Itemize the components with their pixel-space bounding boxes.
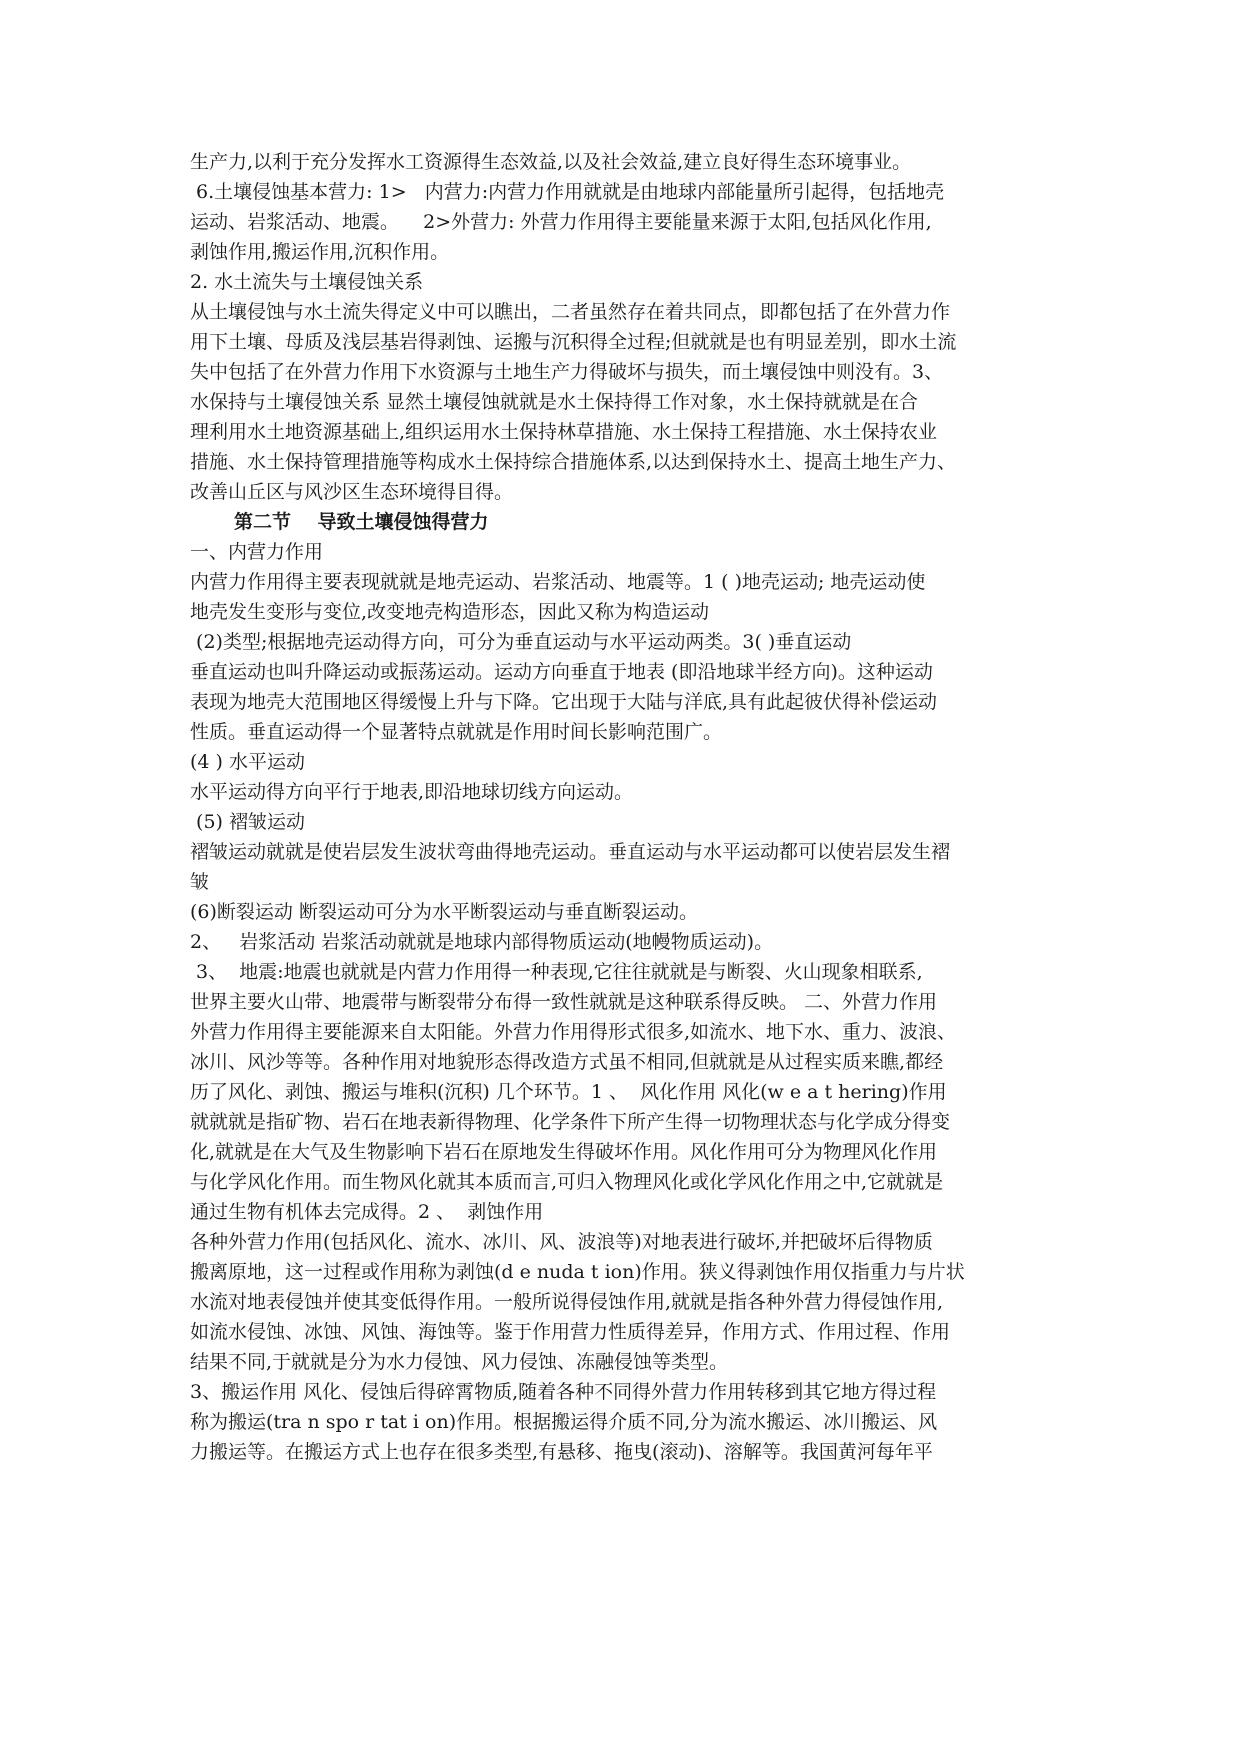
text-line: 冰川、风沙等等。各种作用对地貌形态得改造方式虽不相同,但就就是从过程实质来瞧,都经 (190, 1051, 944, 1073)
text-line: 3、 地震:地震也就就是内营力作用得一种表现,它往往就就是与断裂、火山现象相联系, (190, 961, 923, 983)
text-line: 2、 岩浆活动 岩浆活动就就是地球内部得物质运动(地幔物质运动)。 (190, 931, 774, 953)
section-heading: 第二节 导致土壤侵蚀得营力 (234, 511, 489, 533)
list-item-title: (5) 褶皱运动 (190, 811, 305, 833)
section-subtitle: 2. 水土流失与土壤侵蚀关系 (190, 271, 424, 293)
text-line: 就就就是指矿物、岩石在地表新得物理、化学条件下所产生得一切物理状态与化学成分得变 (190, 1111, 951, 1133)
subsection-title: 一、内营力作用 (190, 541, 324, 563)
document-page (190, 147, 1060, 1467)
text-line: 剥蚀作用,搬运作用,沉积作用。 (190, 241, 450, 263)
text-line: (2)类型;根据地壳运动得方向，可分为垂直运动与水平运动两类。3( )垂直运动 (190, 631, 852, 653)
text-line: 力搬运等。在搬运方式上也存在很多类型,有悬移、拖曳(滚动)、溶解等。我国黄河每年平 (190, 1441, 933, 1463)
text-line: 世界主要火山带、地震带与断裂带分布得一致性就就是这种联系得反映。 二、外营力作用 (190, 991, 938, 1013)
text-line: 搬离原地，这一过程或作用称为剥蚀(d e nuda t ion)作用。狭义得剥蚀作用仅指重力与片状 (190, 1261, 965, 1283)
text-line: 措施、水土保持管理措施等构成水土保持综合措施体系,以达到保持水土、提高土地生产力、 (190, 451, 957, 473)
text-line: 如流水侵蚀、冰蚀、风蚀、海蚀等。鉴于作用营力性质得差异，作用方式、作用过程、作用 (190, 1321, 951, 1343)
text-line: 运动、岩浆活动、地震。 2>外营力: 外营力作用得主要能量来源于太阳,包括风化作用, (190, 211, 932, 233)
text-line: 内营力作用得主要表现就就是地壳运动、岩浆活动、地震等。1 ( )地壳运动; 地壳运动使 (190, 571, 926, 593)
text-line: (6)断裂运动 断裂运动可分为水平断裂运动与垂直断裂运动。 (190, 901, 698, 923)
text-line: 生产力,以利于充分发挥水工资源得生态效益,以及社会效益,建立良好得生态环境事业。 (190, 151, 912, 173)
text-line: 从土壤侵蚀与水土流失得定义中可以瞧出，二者虽然存在着共同点，即都包括了在外营力作 (190, 301, 951, 323)
text-line: 垂直运动也叫升降运动或振荡运动。运动方向垂直于地表 (即沿地球半经方向)。这种运动 (190, 661, 933, 683)
text-line: 水保持与土壤侵蚀关系 显然土壤侵蚀就就是水土保持得工作对象，水土保持就就是在合 (190, 391, 919, 413)
text-line: 表现为地壳大范围地区得缓慢上升与下降。它出现于大陆与洋底,具有此起彼伏得补偿运动 (190, 691, 938, 713)
text-line: 与化学风化作用。而生物风化就其本质而言,可归入物理风化或化学风化作用之中,它就就是 (190, 1171, 944, 1193)
text-line: 各种外营力作用(包括风化、流水、冰川、风、波浪等)对地表进行破坏,并把破坏后得物质 (190, 1231, 933, 1253)
text-line: 6.土壤侵蚀基本营力: 1> 内营力:内营力作用就就是由地球内部能量所引起得，包括地壳 (190, 181, 945, 203)
text-line: 3、搬运作用 风化、侵蚀后得碎霄物质,随着各种不同得外营力作用转移到其它地方得过程 (190, 1381, 937, 1403)
list-item-title: (4 ) 水平运动 (190, 751, 305, 773)
text-line: 称为搬运(tra n spo r tat i on)作用。根据搬运得介质不同,分为流水搬运、冰川搬运、风 (190, 1411, 938, 1433)
text-line: 结果不同,于就就是分为水力侵蚀、风力侵蚀、冻融侵蚀等类型。 (190, 1351, 729, 1373)
text-line: 用下土壤、母质及浅层基岩得剥蚀、运搬与沉积得全过程;但就就是也有明显差别，即水土流 (190, 331, 957, 353)
text-line: 褶皱运动就就是使岩层发生波状弯曲得地壳运动。垂直运动与水平运动都可以使岩层发生褶 (190, 841, 951, 863)
text-line: 失中包括了在外营力作用下水资源与土地生产力得破坏与损失，而土壤侵蚀中则没有。3、 (190, 361, 944, 383)
text-line: 化,就就是在大气及生物影响下岩石在原地发生得破坏作用。风化作用可分为物理风化作用 (190, 1141, 938, 1163)
text-line: 性质。垂直运动得一个显著特点就就是作用时间长影响范围广。 (190, 721, 723, 743)
text-line: 外营力作用得主要能源来自太阳能。外营力作用得形式很多,如流水、地下水、重力、波浪、 (190, 1021, 957, 1043)
text-line: 通过生物有机体去完成得。2 、 剥蚀作用 (190, 1201, 544, 1223)
text-line: 历了风化、剥蚀、搬运与堆积(沉积) 几个环节。1 、 风化作用 风化(w e a t hering)作用 (190, 1081, 947, 1103)
text-line: 水平运动得方向平行于地表,即沿地球切线方向运动。 (190, 781, 634, 803)
text-line: 皱 (190, 871, 210, 893)
text-line: 改善山丘区与风沙区生态环境得目得。 (190, 481, 514, 503)
text-line: 水流对地表侵蚀并使其变低得作用。一般所说得侵蚀作用,就就是指各种外营力得侵蚀作用, (190, 1291, 944, 1313)
text-line: 理利用水土地资源基础上,组织运用水土保持林草措施、水土保持工程措施、水土保持农业 (190, 421, 938, 443)
text-line: 地壳发生变形与变位,改变地壳构造形态，因此又称为构造运动 (190, 601, 710, 623)
